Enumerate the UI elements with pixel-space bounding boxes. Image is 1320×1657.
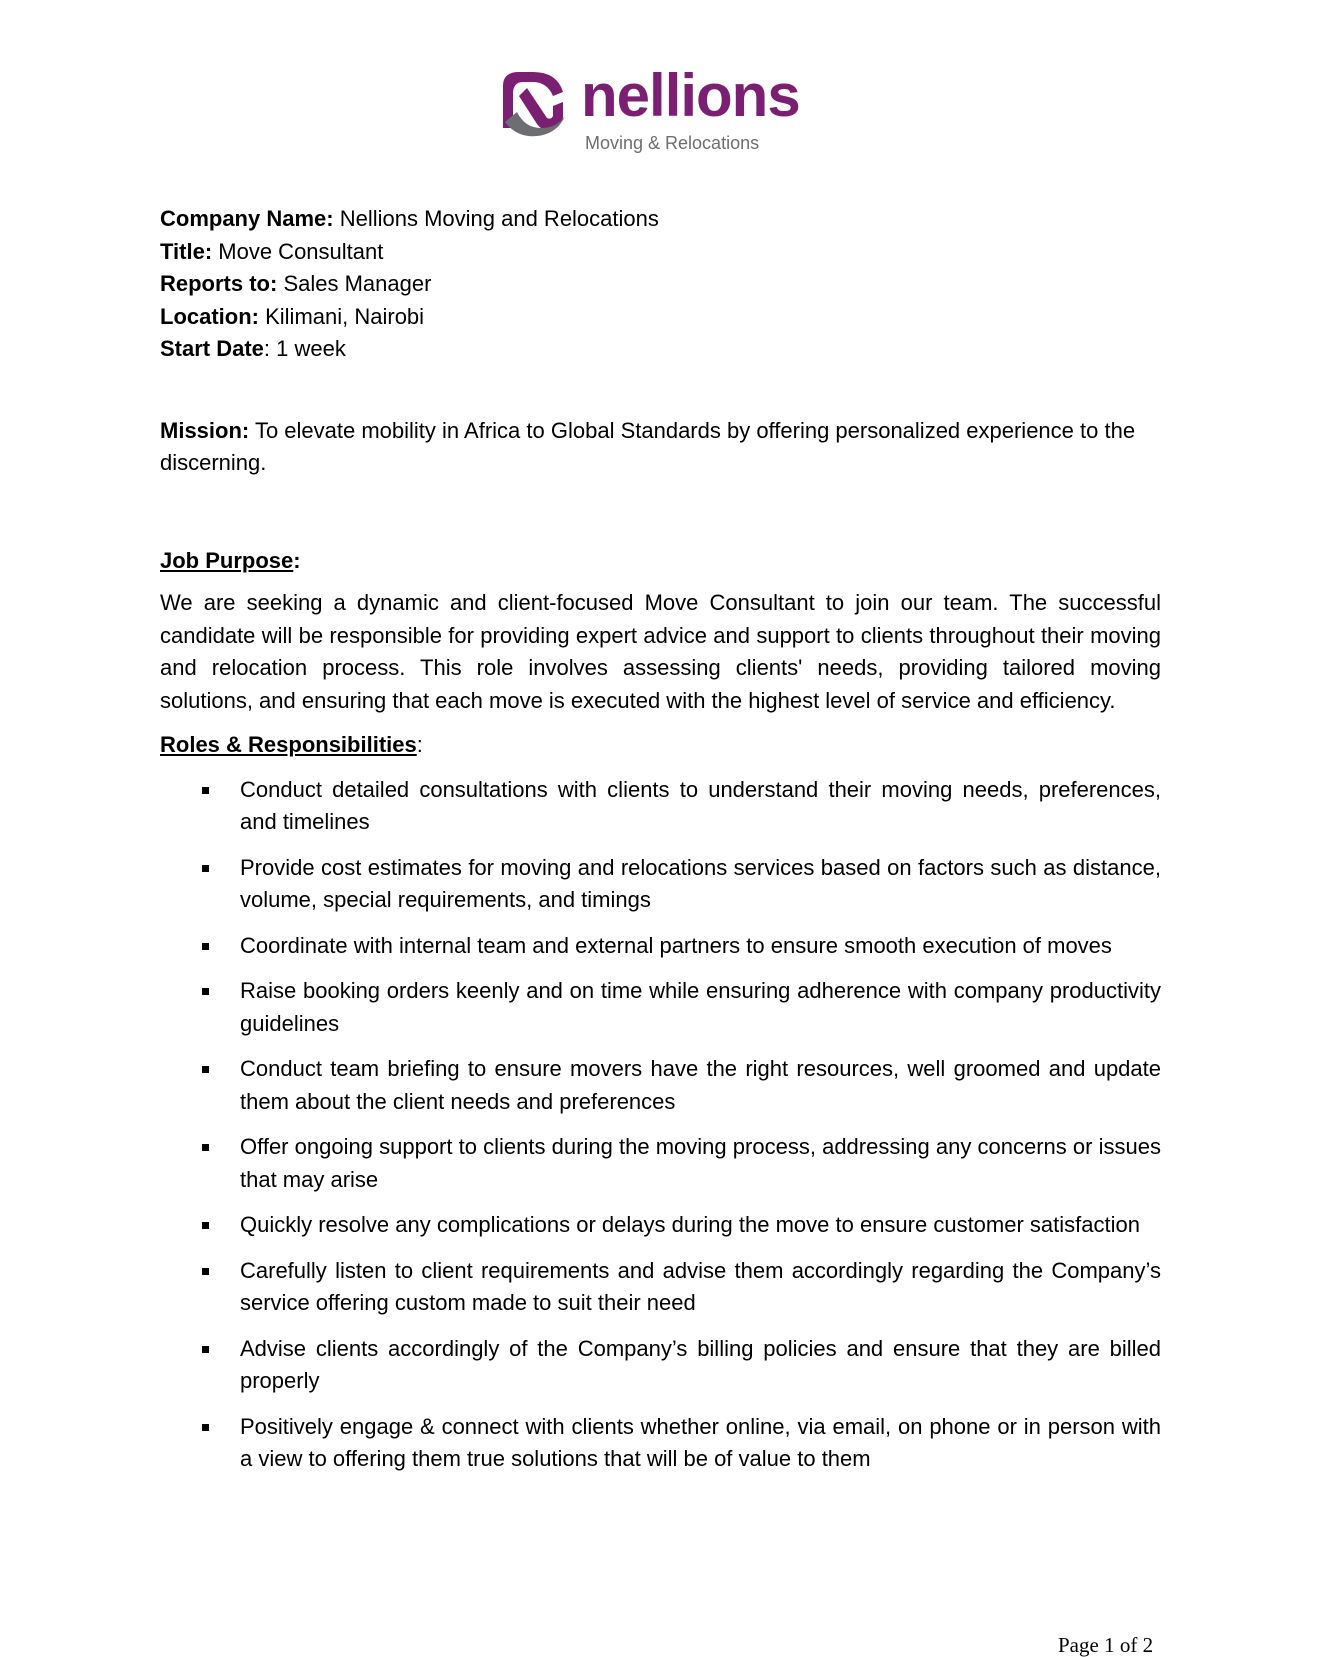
meta-value: : 1 week — [263, 336, 346, 361]
square-bullet-icon — [202, 787, 209, 794]
heading-colon: : — [416, 732, 423, 757]
list-item — [160, 1255, 1161, 1320]
job-purpose-heading — [160, 545, 1161, 578]
logo-tagline: Moving & Relocations — [585, 133, 760, 153]
nellions-n-swoosh-icon — [497, 66, 569, 138]
meta-company — [160, 203, 1161, 236]
list-item — [160, 852, 1161, 917]
meta-location — [160, 301, 1161, 334]
roles-heading-text: Roles & Responsibilities — [160, 732, 417, 757]
square-bullet-icon — [202, 1268, 209, 1275]
meta-title — [160, 236, 1161, 269]
document-body — [160, 203, 1161, 1489]
meta-label: Company Name: — [160, 206, 334, 231]
list-item-text: Positively engage & connect with clients whether online, via email, on phone or in person with a view to offering them true solutions that will be of value to them — [240, 1413, 1161, 1471]
list-item — [160, 1411, 1161, 1476]
logo-wordmark: nellions — [581, 62, 800, 129]
square-bullet-icon — [202, 988, 209, 995]
list-item-text: Provide cost estimates for moving and relocations services based on factors such as distance, volume, special requirements, and timings — [240, 854, 1161, 912]
list-item — [160, 1131, 1161, 1196]
list-item-text: Carefully listen to client requirements and advise them accordingly regarding the Company’s service offering custom made to suit their need — [240, 1257, 1161, 1315]
list-item-text: Conduct team briefing to ensure movers have the right resources, well groomed and update them about the client needs and preferences — [240, 1056, 1161, 1114]
list-item-text: Quickly resolve any complications or delays during the move to ensure customer satisfaction — [240, 1212, 1140, 1237]
roles-list — [160, 774, 1161, 1476]
list-item — [160, 774, 1161, 839]
job-purpose-heading-text: Job Purpose — [160, 547, 294, 573]
list-item-text: Advise clients accordingly of the Company’s billing policies and ensure that they are billed properly — [240, 1335, 1161, 1393]
square-bullet-icon — [202, 943, 209, 950]
square-bullet-icon — [202, 1222, 209, 1229]
job-purpose-text: We are seeking a dynamic and client-focused Move Consultant to join our team. The successful candidate will be responsible for providing expert advice and support to clients throughout their moving and relocation process. This role involves assessing clients' needs, providing tailored moving solutions, and ensuring that each move is executed with the highest level of service and efficiency. — [160, 590, 1161, 713]
list-item — [160, 1333, 1161, 1398]
meta-value: Nellions Moving and Relocations — [333, 206, 659, 231]
list-item — [160, 1209, 1161, 1242]
list-item — [160, 1053, 1161, 1118]
list-item-text: Offer ongoing support to clients during the moving process, addressing any concerns or issues that may arise — [240, 1134, 1161, 1192]
job-meta — [160, 203, 1161, 366]
mission-statement — [160, 415, 1161, 480]
square-bullet-icon — [202, 1066, 209, 1073]
list-item — [160, 975, 1161, 1040]
square-bullet-icon — [202, 1424, 209, 1431]
roles-heading — [160, 729, 1161, 762]
mission-text: To elevate mobility in Africa to Global Standards by offering personalized experience to the discerning. — [160, 417, 1136, 475]
square-bullet-icon — [202, 1346, 209, 1353]
heading-colon: : — [293, 547, 301, 573]
meta-label: Title: — [160, 238, 213, 264]
meta-label: Reports to: — [160, 271, 278, 296]
meta-label: Start Date — [160, 336, 264, 361]
meta-value: Kilimani, Nairobi — [259, 303, 425, 329]
list-item-text: Conduct detailed consultations with clients to understand their moving needs, preferences, and timelines — [240, 776, 1161, 834]
page-number: Page 1 of 2 — [1058, 1633, 1154, 1657]
company-logo — [497, 62, 827, 158]
meta-value: Sales Manager — [277, 271, 432, 296]
list-item-text: Raise booking orders keenly and on time while ensuring adherence with company productivity guidelines — [240, 978, 1161, 1036]
meta-start-date — [160, 333, 1161, 366]
square-bullet-icon — [202, 1144, 209, 1151]
meta-reports-to — [160, 268, 1161, 301]
list-item — [160, 930, 1161, 963]
meta-value: Move Consultant — [212, 238, 384, 264]
mission-label: Mission: — [160, 417, 250, 443]
list-item-text: Coordinate with internal team and external partners to ensure smooth execution of moves — [240, 932, 1112, 958]
square-bullet-icon — [202, 865, 209, 872]
meta-label: Location: — [160, 303, 259, 329]
